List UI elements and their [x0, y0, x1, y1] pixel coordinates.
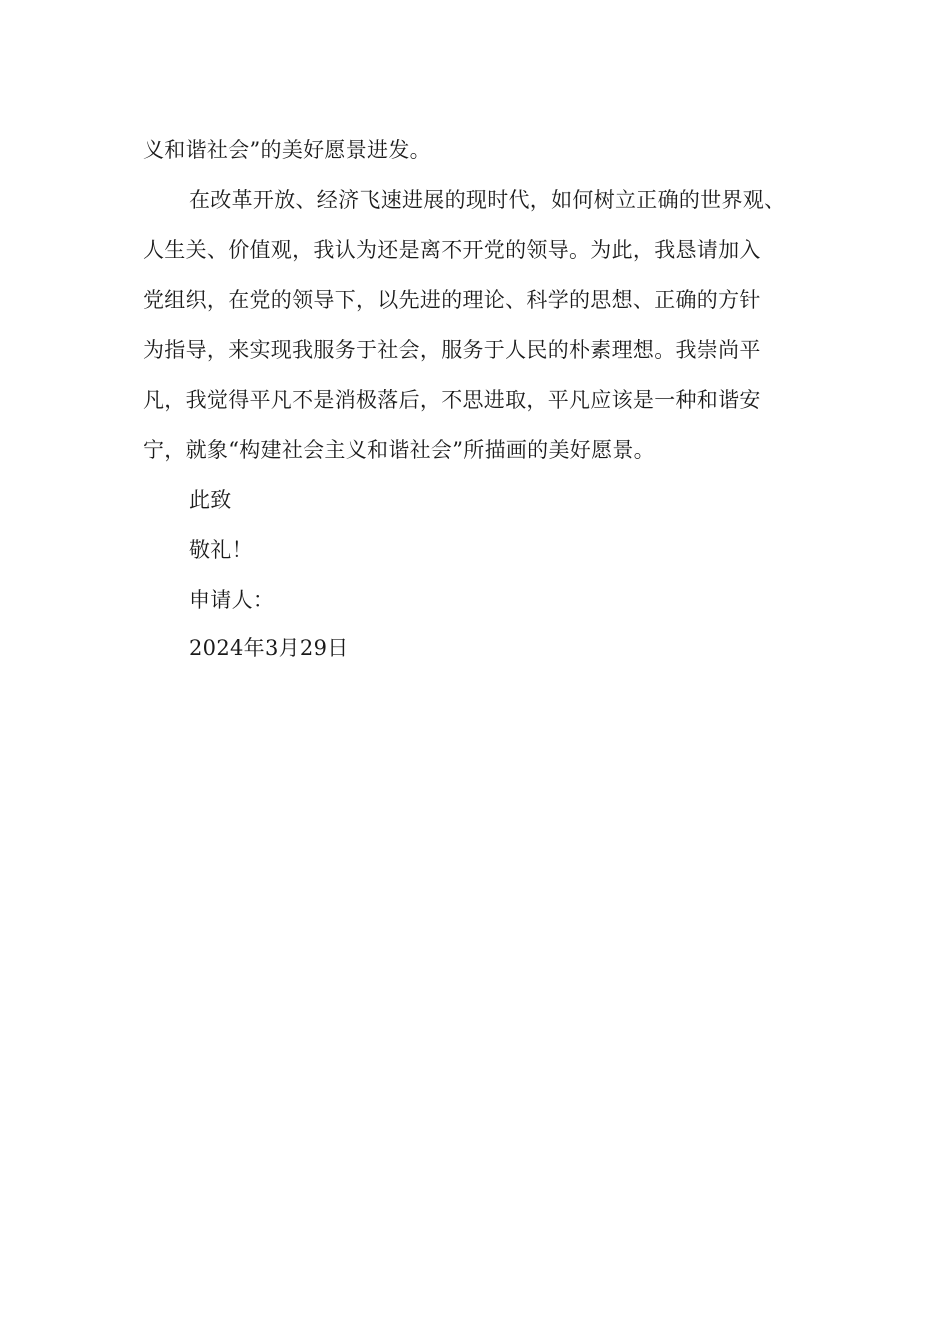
closing-respect: 敬礼！ [189, 538, 253, 562]
paragraph-line: 在改革开放、经济飞速进展的现时代，如何树立正确的世界观、 [189, 188, 786, 212]
application-date: 2024年3月29日 [189, 636, 349, 660]
paragraph-line: 凡，我觉得平凡不是消极落后，不思进取，平凡应该是一种和谐安 [143, 388, 761, 412]
paragraph-line: 宁，就象“构建社会主义和谐社会”所描画的美好愿景。 [143, 438, 655, 462]
applicant-label: 申请人： [189, 588, 275, 612]
paragraph-line: 党组织，在党的领导下，以先进的理论、科学的思想、正确的方针 [143, 288, 761, 312]
closing-salutation: 此致 [189, 488, 232, 512]
paragraph-line: 人生关、价值观，我认为还是离不开党的领导。为此，我恳请加入 [143, 238, 761, 262]
paragraph-line: 义和谐社会”的美好愿景进发。 [143, 138, 431, 162]
paragraph-line: 为指导，来实现我服务于社会，服务于人民的朴素理想。我崇尚平 [143, 338, 761, 362]
